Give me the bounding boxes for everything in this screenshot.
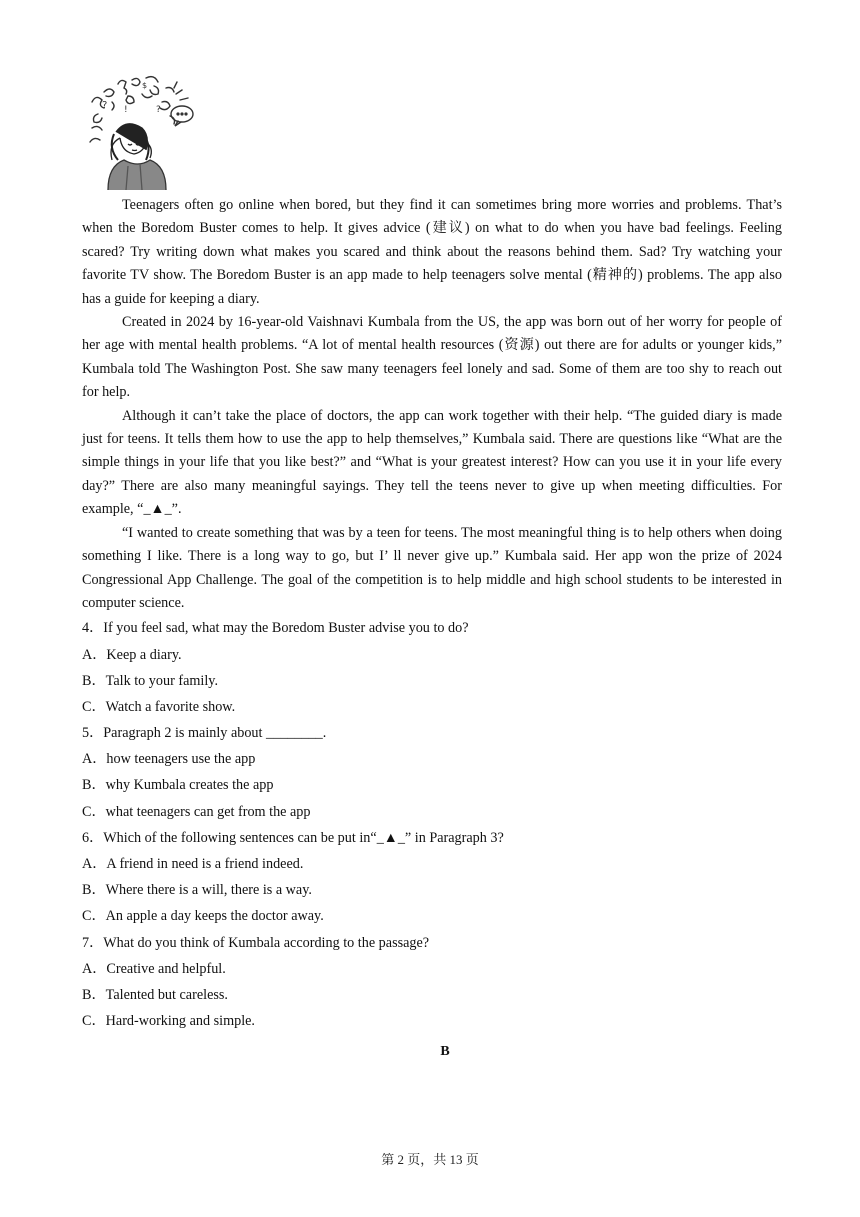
question-stem: 4．If you feel sad, what may the Boredom Buster advise you to do? bbox=[82, 620, 469, 637]
option-a: A．Creative and helpful. bbox=[82, 960, 226, 977]
option-b: B．Where there is a will, there is a way. bbox=[82, 882, 312, 899]
passage-paragraph-4: “I wanted to create something that was by a teen for teens. The most meaningful thing is to help others when doing something I like. There is a long way to go, but I’ ll never give up.” Kumbala said. Her app won the prize of 2024 Congressional App Challenge. The goal of the competition is to help middle and high school students to be interested in computer science. bbox=[82, 524, 782, 611]
page-number-footer: 第 2 页，共 13 页 bbox=[381, 1152, 479, 1167]
option-b: B．why Kumbala creates the app bbox=[82, 777, 274, 794]
question-list bbox=[82, 615, 782, 1034]
svg-text:$: $ bbox=[142, 81, 148, 90]
svg-text:?: ? bbox=[102, 100, 108, 111]
passage-paragraph-3: Although it can’t take the place of doctors, the app can work together with their help. “The guided diary is made just for teens. It tells them how to use the app to help themselves,” Kumbala said. There are questions like “What are the simple things in your life that you like best?” and “What is your greatest interest? How can you use it in your life every day?” There are also many meaningful sayings. They tell the teens never to give up when meeting difficulties. For example, “_▲_”. bbox=[82, 407, 782, 518]
question-5 bbox=[82, 720, 782, 825]
question-stem: 6．Which of the following sentences can be put in“_▲_” in Paragraph 3? bbox=[82, 829, 504, 846]
option-b: B．Talk to your family. bbox=[82, 672, 218, 689]
option-c: C．Watch a favorite show. bbox=[82, 698, 236, 715]
question-4 bbox=[82, 615, 782, 720]
section-heading: B bbox=[440, 1044, 450, 1059]
question-stem: 7．What do you think of Kumbala according to the passage? bbox=[82, 934, 430, 951]
option-a: A．how teenagers use the app bbox=[82, 751, 256, 768]
question-stem: 5．Paragraph 2 is mainly about ________. bbox=[82, 725, 327, 742]
svg-text:!: ! bbox=[124, 105, 128, 115]
worried-girl-illustration bbox=[84, 72, 196, 190]
question-6 bbox=[82, 825, 782, 930]
option-c: C．what teenagers can get from the app bbox=[82, 803, 311, 820]
question-7 bbox=[82, 930, 782, 1035]
reading-passage bbox=[82, 194, 782, 1034]
option-b: B．Talented but careless. bbox=[82, 986, 228, 1003]
option-c: C．An apple a day keeps the doctor away. bbox=[82, 908, 324, 925]
passage-paragraph-1: Teenagers often go online when bored, but they find it can sometimes bring more worries and problems. That’s when the Boredom Buster comes to help. It gives advice (建议) on what to do when you have bad feelings. Feeling scared? Try writing down what makes you scared and think about the reasons behind them. Sad? Try watching your favorite TV show. The Boredom Buster is an app made to help teenagers solve mental (精神的) problems. The app also has a guide for keeping a diary. bbox=[82, 197, 782, 307]
option-a: A．Keep a diary. bbox=[82, 646, 182, 663]
svg-text:?: ? bbox=[156, 105, 161, 115]
passage-paragraph-2: Created in 2024 by 16-year-old Vaishnavi Kumbala from the US, the app was born out of her worry for people of her age with mental health problems. “A lot of mental health resources (资源) out there are for adults or younger kids,” Kumbala told The Washington Post. She saw many teenagers feel lonely and sad. Some of them are too shy to reach out for help. bbox=[82, 314, 782, 401]
option-c: C．Hard-working and simple. bbox=[82, 1013, 255, 1030]
option-a: A．A friend in need is a friend indeed. bbox=[82, 856, 304, 872]
